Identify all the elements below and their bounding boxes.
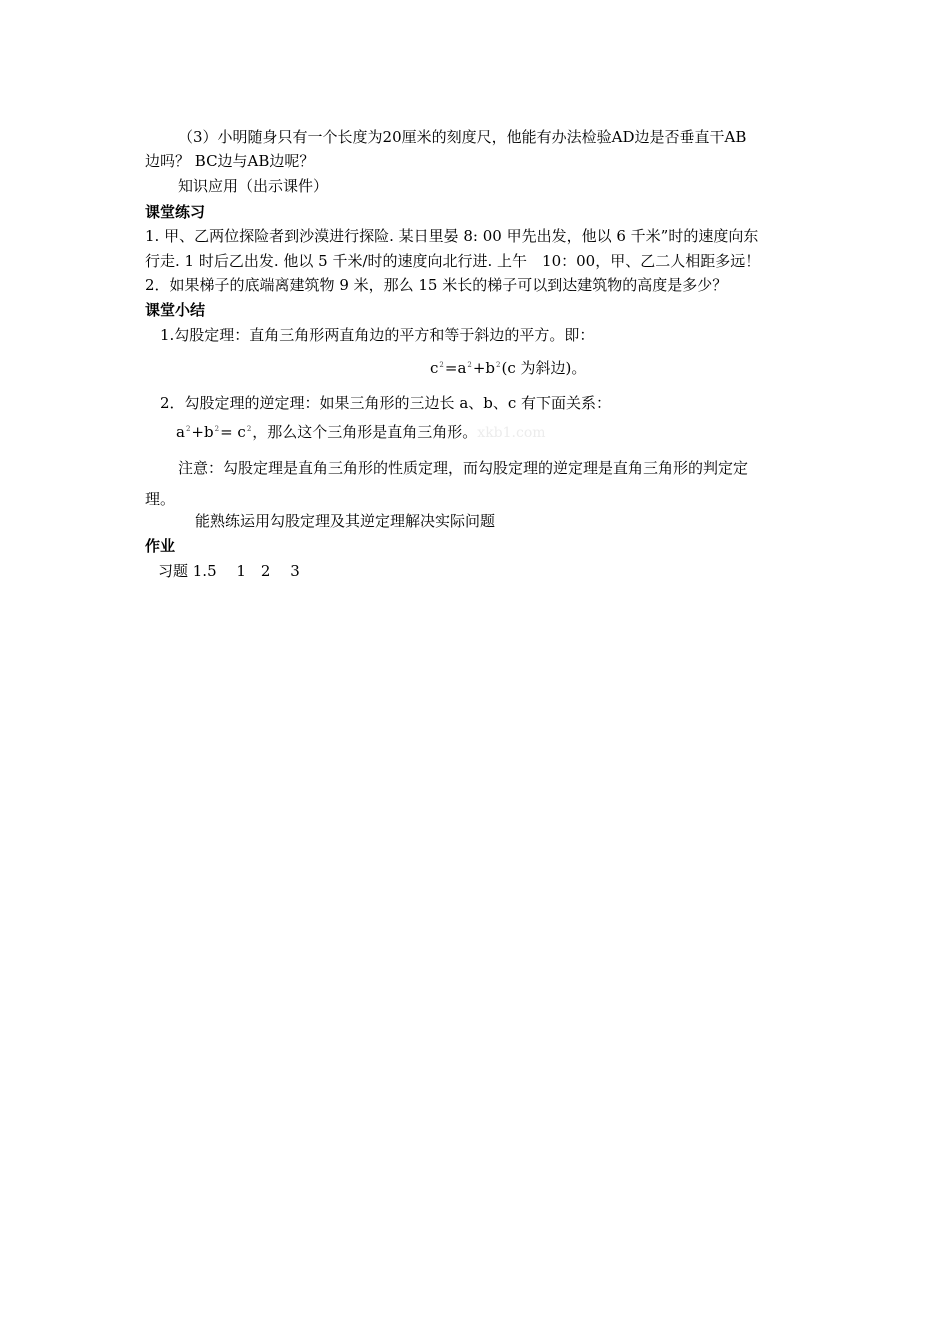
practice-1-line-2: 行走. 1 时后乙出发. 他以 5 千米/时的速度向北行进. 上午 10：00，甲、乙二人相距多远！: [145, 252, 761, 270]
practice-2: 2．如果梯子的底端离建筑物 9 米，那么 15 米长的梯子可以到达建筑物的高度是多少？: [145, 276, 728, 294]
formula-exp: 2: [185, 425, 191, 433]
formula-a: a: [176, 423, 185, 441]
formula-eq: = c: [220, 423, 246, 441]
formula-exp: 2: [246, 425, 252, 433]
summary-item-1: 1.勾股定理：直角三角形两直角边的平方和等于斜边的平方。即：: [160, 326, 595, 344]
formula-tail: (c 为斜边)。: [501, 359, 587, 377]
formula-tail: ，那么这个三角形是直角三角形。: [252, 423, 478, 441]
practice-heading: 课堂练习: [145, 203, 206, 221]
summary-item-2: 2．勾股定理的逆定理：如果三角形的三边长 a、b、c 有下面关系：: [160, 394, 612, 412]
question-3-line-2: 边吗？ BC边与AB边呢？: [145, 152, 315, 170]
formula-eq: =a: [444, 359, 467, 377]
note-line-1: 注意：勾股定理是直角三角形的性质定理，而勾股定理的逆定理是直角三角形的判定定: [178, 459, 749, 477]
converse-formula: [176, 422, 546, 443]
formula-exp: 2: [496, 361, 501, 369]
learning-goal: 能熟练运用勾股定理及其逆定理解决实际问题: [195, 512, 496, 530]
pythagorean-formula: [430, 358, 586, 378]
formula-plus: +b: [472, 359, 496, 377]
watermark-text: xkb1.com: [477, 425, 546, 441]
note-line-2: 理。: [145, 490, 176, 508]
knowledge-application: 知识应用（出示课件）: [178, 177, 329, 195]
homework-heading: 作业: [145, 537, 176, 555]
formula-plus: +b: [191, 423, 214, 441]
formula-exp: 2: [439, 361, 444, 369]
formula-exp: 2: [467, 361, 472, 369]
formula-c: c: [430, 359, 439, 377]
summary-heading: 课堂小结: [145, 301, 206, 319]
homework-items: 习题 1.5 1 2 3: [158, 562, 300, 580]
practice-1-line-1: 1. 甲、乙两位探险者到沙漠进行探险. 某日里晏 8: 00 甲先出发，他以 6 千米”时的速度向东: [145, 227, 759, 245]
formula-exp: 2: [214, 425, 220, 433]
question-3-line-1: （3）小明随身只有一个长度为20厘米的刻度尺，他能有办法检验AD边是否垂直干AB: [178, 128, 747, 146]
